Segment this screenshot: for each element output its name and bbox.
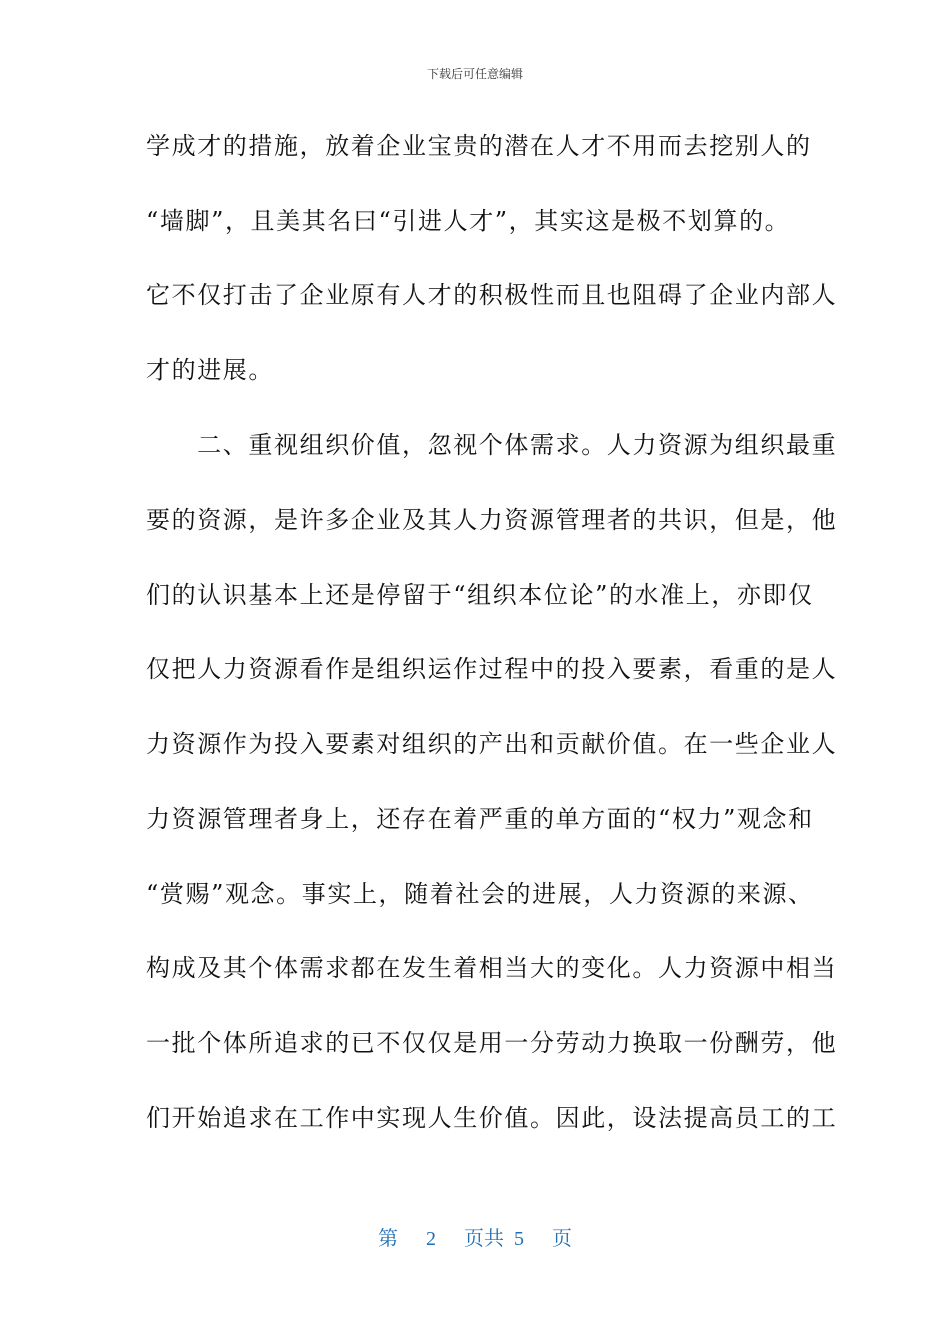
footer-suffix: 页: [552, 1228, 572, 1250]
text-line: 力资源作为投入要素对组织的产出和贡献价值。在一些企业人: [146, 730, 838, 758]
text-line: 仅把人力资源看作是组织运作过程中的投入要素，看重的是人: [146, 655, 838, 683]
text-line: “墙脚”，且美其名曰“引进人才”，其实这是极不划算的。: [146, 207, 791, 235]
text-line: 们的认识基本上还是停留于“组织本位论”的水准上，亦即仅: [146, 581, 814, 609]
page-number-footer: [0, 1226, 950, 1252]
text-line: “赏赐”观念。事实上，随着社会的进展，人力资源的来源、: [146, 880, 814, 908]
text-line: 力资源管理者身上，还存在着严重的单方面的“权力”观念和: [146, 805, 814, 833]
footer-total-pages: 5: [514, 1228, 524, 1250]
footer-prefix: 第: [378, 1228, 398, 1250]
footer-middle: 页共: [464, 1228, 504, 1250]
text-line: 要的资源，是许多企业及其人力资源管理者的共识，但是，他: [146, 506, 838, 534]
page-header: 下载后可任意编辑: [426, 67, 523, 81]
footer-current-page: 2: [426, 1228, 436, 1250]
text-line: 构成及其个体需求都在发生着相当大的变化。人力资源中相当: [146, 954, 838, 982]
text-line: 才的进展。: [146, 356, 274, 384]
text-line: 它不仅打击了企业原有人才的积极性而且也阻碍了企业内部人: [146, 281, 838, 309]
text-line: 二、重视组织价值，忽视个体需求。人力资源为组织最重: [146, 431, 838, 459]
text-line: 一批个体所追求的已不仅仅是用一分劳动力换取一份酬劳，他: [146, 1029, 838, 1057]
text-line: 们开始追求在工作中实现人生价值。因此，设法提高员工的工: [146, 1104, 838, 1132]
text-line: 学成才的措施，放着企业宝贵的潜在人才不用而去挖别人的: [146, 132, 812, 160]
